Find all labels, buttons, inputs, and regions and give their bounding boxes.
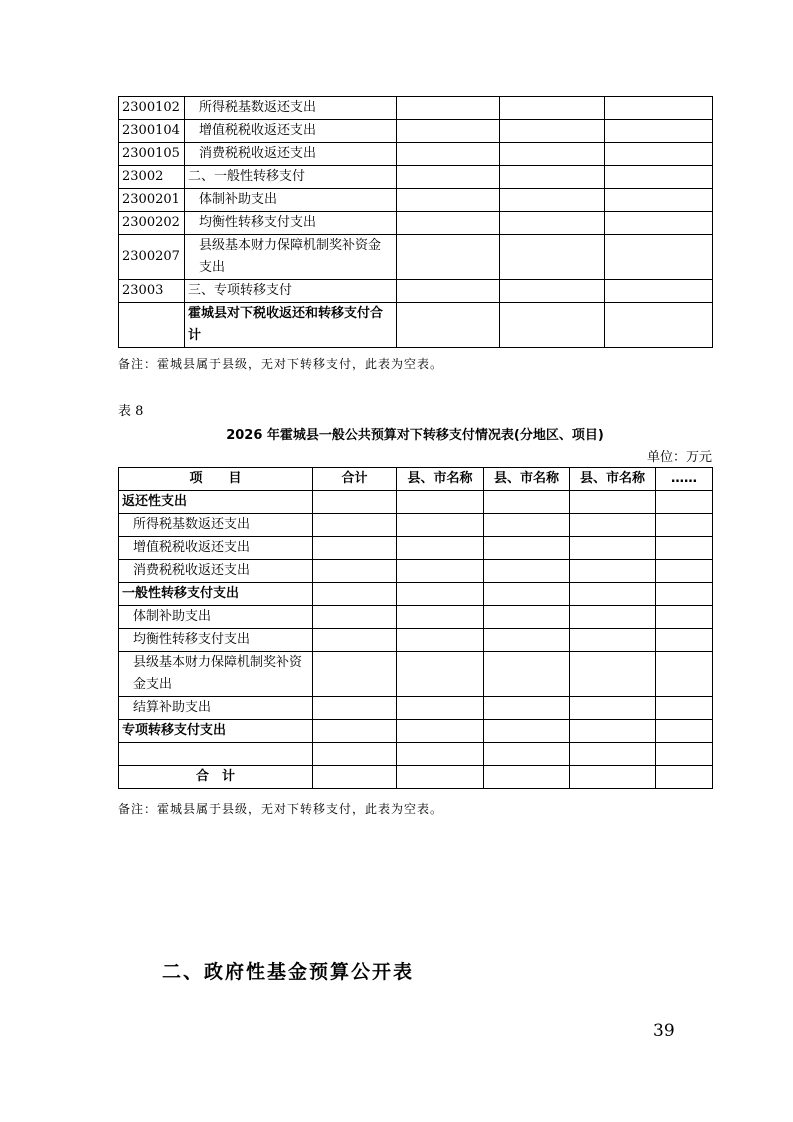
table-row <box>119 491 713 514</box>
table-row <box>119 212 713 235</box>
amount-cell <box>656 697 713 720</box>
amount-cell <box>656 537 713 560</box>
amount-cell <box>500 303 605 348</box>
table-row <box>119 97 713 120</box>
unit-label: 单位：万元 <box>646 450 712 465</box>
table-row <box>119 560 713 583</box>
table-row <box>119 629 713 652</box>
amount-cell <box>570 606 656 629</box>
amount-cell <box>397 766 484 789</box>
amount-cell <box>313 583 397 606</box>
amount-cell <box>313 743 397 766</box>
amount-cell <box>500 97 605 120</box>
subject-name: 所得税基数返还支出 <box>185 97 397 120</box>
amount-cell <box>656 766 713 789</box>
table-row <box>119 120 713 143</box>
amount-cell <box>397 743 484 766</box>
amount-cell <box>397 560 484 583</box>
subject-code: 2300202 <box>119 212 185 235</box>
transfer-by-region-body <box>119 491 713 789</box>
amount-cell <box>605 166 713 189</box>
amount-cell <box>656 629 713 652</box>
page-number: 39 <box>653 1021 675 1041</box>
subject-name: 县级基本财力保障机制奖补资金支出 <box>185 235 397 280</box>
amount-cell <box>605 120 713 143</box>
amount-cell <box>313 629 397 652</box>
amount-cell <box>484 514 570 537</box>
amount-cell <box>570 491 656 514</box>
amount-cell <box>500 212 605 235</box>
table-title: 2026 年霍城县一般公共预算对下转移支付情况表(分地区、项目) <box>226 428 604 443</box>
amount-cell <box>605 143 713 166</box>
amount-cell <box>605 212 713 235</box>
amount-cell <box>313 720 397 743</box>
amount-cell <box>500 120 605 143</box>
item-name: 返还性支出 <box>119 491 313 514</box>
subject-code: 2300105 <box>119 143 185 166</box>
item-name: 增值税税收返还支出 <box>119 537 313 560</box>
amount-cell <box>500 166 605 189</box>
table-row <box>119 514 713 537</box>
amount-cell <box>313 491 397 514</box>
item-name: 消费税税收返还支出 <box>119 560 313 583</box>
header-total: 合计 <box>313 468 397 491</box>
amount-cell <box>570 560 656 583</box>
section-title: 二、政府性基金预算公开表 <box>162 961 415 983</box>
table-row <box>119 720 713 743</box>
amount-cell <box>484 560 570 583</box>
amount-cell <box>570 629 656 652</box>
amount-cell <box>605 280 713 303</box>
amount-cell <box>656 560 713 583</box>
amount-cell <box>313 697 397 720</box>
item-name: 结算补助支出 <box>119 697 313 720</box>
header-county-1: 县、市名称 <box>397 468 484 491</box>
amount-cell <box>570 514 656 537</box>
transfer-table-continued <box>118 96 713 348</box>
amount-cell <box>484 491 570 514</box>
item-name: 一般性转移支付支出 <box>119 583 313 606</box>
amount-cell <box>500 280 605 303</box>
amount-cell <box>397 652 484 697</box>
amount-cell <box>656 606 713 629</box>
table-note: 备注：霍城县属于县级，无对下转移支付，此表为空表。 <box>118 802 444 816</box>
item-name: 均衡性转移支付支出 <box>119 629 313 652</box>
table-row <box>119 303 713 348</box>
amount-cell <box>397 189 500 212</box>
amount-cell <box>570 537 656 560</box>
subject-name: 均衡性转移支付支出 <box>185 212 397 235</box>
header-county-2: 县、市名称 <box>484 468 570 491</box>
amount-cell <box>397 280 500 303</box>
amount-cell <box>397 629 484 652</box>
amount-cell <box>313 560 397 583</box>
amount-cell <box>313 652 397 697</box>
amount-cell <box>397 212 500 235</box>
total-label: 合 计 <box>119 766 313 789</box>
table-label: 表 8 <box>118 404 144 419</box>
table-row <box>119 652 713 697</box>
amount-cell <box>570 766 656 789</box>
amount-cell <box>484 606 570 629</box>
amount-cell <box>656 514 713 537</box>
table-row <box>119 697 713 720</box>
table-row <box>119 743 713 766</box>
amount-cell <box>656 583 713 606</box>
subject-code: 2300207 <box>119 235 185 280</box>
amount-cell <box>484 697 570 720</box>
subject-name: 增值税税收返还支出 <box>185 120 397 143</box>
amount-cell <box>656 743 713 766</box>
amount-cell <box>570 720 656 743</box>
amount-cell <box>397 303 500 348</box>
amount-cell <box>313 606 397 629</box>
amount-cell <box>605 189 713 212</box>
amount-cell <box>500 189 605 212</box>
subject-code: 23003 <box>119 280 185 303</box>
table-row <box>119 583 713 606</box>
transfer-by-region-table <box>118 467 713 789</box>
item-name: 体制补助支出 <box>119 606 313 629</box>
header-ellipsis: …… <box>656 468 713 491</box>
amount-cell <box>656 652 713 697</box>
item-name <box>119 743 313 766</box>
amount-cell <box>397 143 500 166</box>
amount-cell <box>397 606 484 629</box>
amount-cell <box>397 537 484 560</box>
subject-name: 二、一般性转移支付 <box>185 166 397 189</box>
subject-code <box>119 303 185 348</box>
table-row <box>119 235 713 280</box>
amount-cell <box>570 583 656 606</box>
subject-code: 2300102 <box>119 97 185 120</box>
amount-cell <box>484 629 570 652</box>
table-header-row <box>119 468 713 491</box>
subject-code: 23002 <box>119 166 185 189</box>
subject-name: 体制补助支出 <box>185 189 397 212</box>
amount-cell <box>397 514 484 537</box>
table-note: 备注：霍城县属于县级，无对下转移支付，此表为空表。 <box>118 357 444 371</box>
amount-cell <box>484 537 570 560</box>
amount-cell <box>656 491 713 514</box>
amount-cell <box>397 491 484 514</box>
item-name: 专项转移支付支出 <box>119 720 313 743</box>
table-row <box>119 166 713 189</box>
amount-cell <box>484 583 570 606</box>
table-row <box>119 537 713 560</box>
amount-cell <box>570 652 656 697</box>
amount-cell <box>500 235 605 280</box>
header-item: 项 目 <box>119 468 313 491</box>
amount-cell <box>500 143 605 166</box>
amount-cell <box>605 97 713 120</box>
item-name: 县级基本财力保障机制奖补资金支出 <box>119 652 313 697</box>
amount-cell <box>397 720 484 743</box>
amount-cell <box>313 514 397 537</box>
subject-code: 2300201 <box>119 189 185 212</box>
amount-cell <box>313 766 397 789</box>
amount-cell <box>397 166 500 189</box>
amount-cell <box>313 537 397 560</box>
amount-cell <box>484 766 570 789</box>
amount-cell <box>656 720 713 743</box>
amount-cell <box>605 235 713 280</box>
subject-code: 2300104 <box>119 120 185 143</box>
table-row <box>119 766 713 789</box>
transfer-table-body <box>119 97 713 348</box>
subject-name: 三、专项转移支付 <box>185 280 397 303</box>
amount-cell <box>570 743 656 766</box>
subject-name: 霍城县对下税收返还和转移支付合计 <box>185 303 397 348</box>
amount-cell <box>484 720 570 743</box>
table-row <box>119 189 713 212</box>
amount-cell <box>605 303 713 348</box>
header-county-3: 县、市名称 <box>570 468 656 491</box>
table-row <box>119 606 713 629</box>
table-row <box>119 280 713 303</box>
amount-cell <box>397 697 484 720</box>
amount-cell <box>397 120 500 143</box>
amount-cell <box>397 235 500 280</box>
amount-cell <box>397 583 484 606</box>
table-row <box>119 143 713 166</box>
item-name: 所得税基数返还支出 <box>119 514 313 537</box>
amount-cell <box>570 697 656 720</box>
amount-cell <box>397 97 500 120</box>
amount-cell <box>484 743 570 766</box>
amount-cell <box>484 652 570 697</box>
subject-name: 消费税税收返还支出 <box>185 143 397 166</box>
